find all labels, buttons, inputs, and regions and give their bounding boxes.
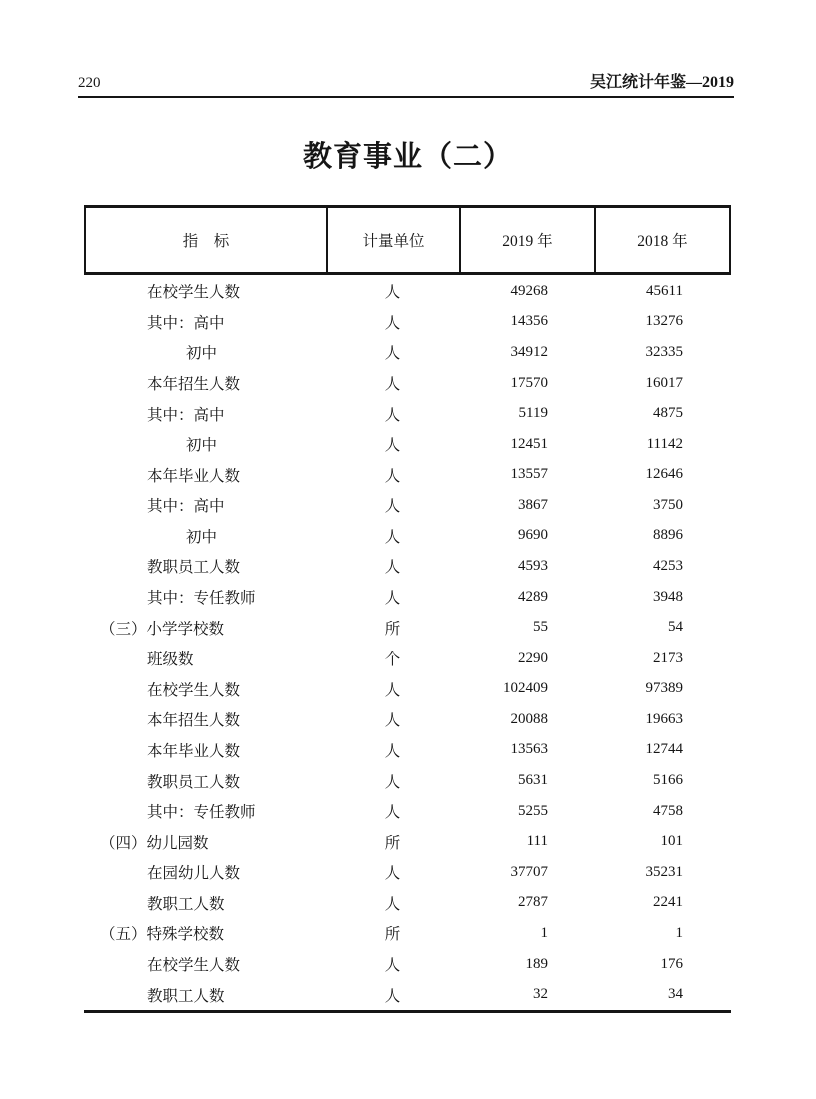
unit-cell: 人 <box>384 681 401 699</box>
indicator-cell: 其中：高中 <box>147 314 225 332</box>
statistics-table <box>84 205 731 1013</box>
value-2018-cell: 176 <box>660 955 683 972</box>
table-row <box>84 918 731 949</box>
value-2018-cell: 4758 <box>653 802 683 819</box>
indicator-cell: 初中 <box>186 437 218 455</box>
table-row <box>84 459 731 490</box>
indicator-cell: 在园幼儿人数 <box>147 865 241 883</box>
unit-cell: 人 <box>384 528 401 546</box>
indicator-cell: 本年招生人数 <box>147 376 241 394</box>
indicator-cell: 其中：专任教师 <box>147 804 256 822</box>
table-row <box>84 704 731 735</box>
unit-cell: 人 <box>384 804 401 822</box>
value-2019-cell: 13557 <box>510 466 548 483</box>
table-row <box>84 979 731 1010</box>
indicator-cell: 本年毕业人数 <box>147 742 241 760</box>
indicator-cell: 其中：专任教师 <box>147 590 256 608</box>
value-2018-cell: 101 <box>660 833 683 850</box>
value-2019-cell: 111 <box>526 833 548 850</box>
value-2018-cell: 2173 <box>653 649 683 666</box>
table-row <box>84 582 731 613</box>
unit-cell: 人 <box>384 345 401 363</box>
page-number: 220 <box>78 75 101 91</box>
value-2018-cell: 3948 <box>653 588 683 605</box>
value-2019-cell: 32 <box>533 986 548 1003</box>
value-2018-cell: 19663 <box>645 710 683 727</box>
column-header-unit: 计量单位 <box>328 208 461 272</box>
unit-cell: 人 <box>384 406 401 424</box>
page-header <box>78 74 734 98</box>
value-2018-cell: 97389 <box>645 680 683 697</box>
table-row <box>84 398 731 429</box>
value-2019-cell: 5119 <box>518 405 548 422</box>
value-2018-cell: 13276 <box>645 313 683 330</box>
indicator-cell: 教职工人数 <box>147 895 225 913</box>
unit-cell: 个 <box>384 651 401 669</box>
indicator-cell: 教职员工人数 <box>147 559 241 577</box>
value-2019-cell: 2290 <box>518 649 548 666</box>
value-2018-cell: 34 <box>668 986 683 1003</box>
value-2019-cell: 20088 <box>510 710 548 727</box>
indicator-cell: 其中：高中 <box>147 498 225 516</box>
value-2018-cell: 4875 <box>653 405 683 422</box>
indicator-cell: （五）特殊学校数 <box>100 926 225 944</box>
table-row <box>84 888 731 919</box>
unit-cell: 人 <box>384 590 401 608</box>
unit-cell: 人 <box>384 314 401 332</box>
value-2018-cell: 2241 <box>653 894 683 911</box>
table-row <box>84 643 731 674</box>
value-2019-cell: 3867 <box>518 496 548 513</box>
column-header-2018: 2018 年 <box>637 233 688 250</box>
unit-cell: 所 <box>384 926 401 944</box>
table-row <box>84 276 731 307</box>
table-row <box>84 765 731 796</box>
value-2018-cell: 8896 <box>653 527 683 544</box>
unit-cell: 人 <box>384 895 401 913</box>
indicator-cell: （三）小学学校数 <box>100 620 225 638</box>
value-2019-cell: 189 <box>525 955 548 972</box>
value-2018-cell: 35231 <box>645 863 683 880</box>
table-row <box>84 796 731 827</box>
indicator-cell: 本年毕业人数 <box>147 467 241 485</box>
indicator-cell: （四）幼儿园数 <box>100 834 209 852</box>
unit-cell: 人 <box>384 957 401 974</box>
indicator-cell: 初中 <box>186 528 218 546</box>
unit-cell: 所 <box>384 620 401 638</box>
table-row <box>84 612 731 643</box>
value-2019-cell: 2787 <box>518 894 548 911</box>
indicator-cell: 教职员工人数 <box>147 773 241 791</box>
table-row <box>84 674 731 705</box>
table-row <box>84 857 731 888</box>
value-2019-cell: 55 <box>533 619 548 636</box>
unit-cell: 人 <box>384 498 401 516</box>
value-2019-cell: 4593 <box>518 557 548 574</box>
value-2018-cell: 45611 <box>646 282 683 299</box>
unit-cell: 人 <box>384 987 401 1005</box>
unit-cell: 人 <box>384 559 401 577</box>
value-2019-cell: 17570 <box>510 374 548 391</box>
indicator-cell: 在校学生人数 <box>147 957 241 974</box>
table-row <box>84 521 731 552</box>
value-2019-cell: 102409 <box>503 680 548 697</box>
table-body <box>84 275 731 1013</box>
table-row <box>84 368 731 399</box>
column-header-indicator: 指 标 <box>86 208 328 272</box>
value-2019-cell: 13563 <box>510 741 548 758</box>
value-2018-cell: 32335 <box>645 343 683 360</box>
unit-cell: 人 <box>384 467 401 485</box>
unit-cell: 人 <box>384 712 401 730</box>
page-title: 教育事业（二） <box>302 141 513 173</box>
table-row <box>84 735 731 766</box>
value-2019-cell: 1 <box>540 924 548 941</box>
unit-cell: 所 <box>384 834 401 852</box>
value-2019-cell: 9690 <box>518 527 548 544</box>
indicator-cell: 初中 <box>186 345 218 363</box>
indicator-cell: 班级数 <box>147 651 194 669</box>
value-2018-cell: 4253 <box>653 557 683 574</box>
value-2019-cell: 34912 <box>510 343 548 360</box>
value-2018-cell: 3750 <box>653 496 683 513</box>
unit-cell: 人 <box>384 284 401 302</box>
table-row <box>84 337 731 368</box>
value-2019-cell: 12451 <box>510 435 548 452</box>
value-2019-cell: 5255 <box>518 802 548 819</box>
value-2018-cell: 11142 <box>646 435 683 452</box>
value-2019-cell: 14356 <box>510 313 548 330</box>
value-2018-cell: 12744 <box>645 741 683 758</box>
table-row <box>84 490 731 521</box>
indicator-cell: 在校学生人数 <box>147 681 241 699</box>
value-2019-cell: 49268 <box>510 282 548 299</box>
unit-cell: 人 <box>384 437 401 455</box>
table-row <box>84 429 731 460</box>
indicator-cell: 在校学生人数 <box>147 284 241 302</box>
table-row <box>84 307 731 338</box>
value-2018-cell: 1 <box>675 924 683 941</box>
value-2018-cell: 5166 <box>653 772 683 789</box>
unit-cell: 人 <box>384 742 401 760</box>
table-row <box>84 551 731 582</box>
table-row <box>84 949 731 980</box>
table-header-row <box>84 205 731 275</box>
value-2018-cell: 12646 <box>645 466 683 483</box>
column-header-2019: 2019 年 <box>461 208 596 272</box>
value-2018-cell: 16017 <box>645 374 683 391</box>
unit-cell: 人 <box>384 773 401 791</box>
table-row <box>84 826 731 857</box>
indicator-cell: 教职工人数 <box>147 987 225 1005</box>
indicator-cell: 其中：高中 <box>147 406 225 424</box>
unit-cell: 人 <box>384 865 401 883</box>
value-2019-cell: 4289 <box>518 588 548 605</box>
value-2019-cell: 5631 <box>518 772 548 789</box>
yearbook-title: 吴江统计年鉴—2019 <box>589 74 734 91</box>
value-2019-cell: 37707 <box>510 863 548 880</box>
unit-cell: 人 <box>384 376 401 394</box>
value-2018-cell: 54 <box>668 619 683 636</box>
indicator-cell: 本年招生人数 <box>147 712 241 730</box>
